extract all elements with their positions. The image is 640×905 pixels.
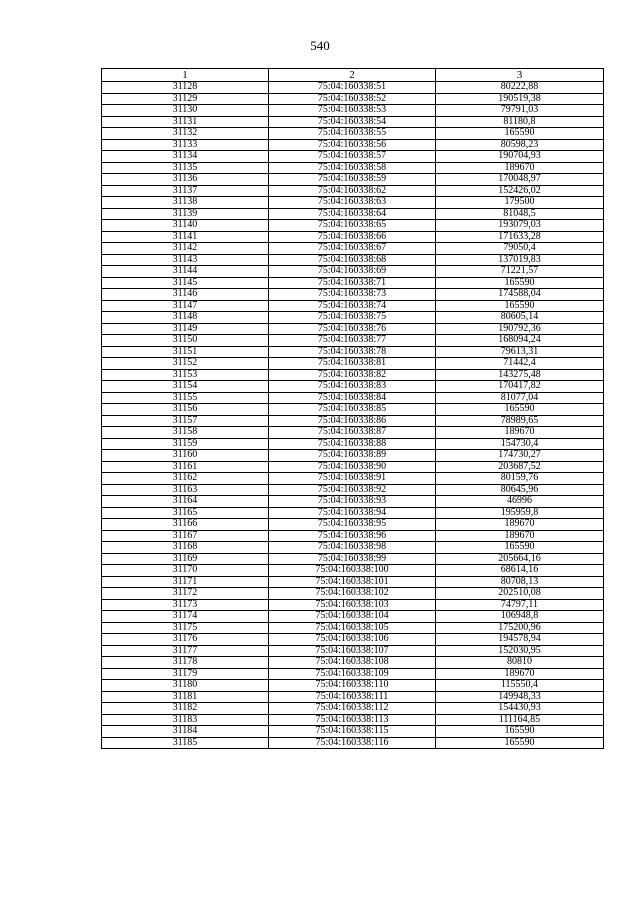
value-cell: 202510,08 — [436, 588, 604, 600]
cadastral-number-cell: 75:04:160338:116 — [269, 737, 436, 749]
value-cell: 190519,38 — [436, 93, 604, 105]
cadastral-number-cell: 75:04:160338:98 — [269, 542, 436, 554]
cadastral-number-cell: 75:04:160338:81 — [269, 358, 436, 370]
table-row — [102, 312, 604, 324]
cadastral-number-cell: 75:04:160338:112 — [269, 703, 436, 715]
row-number-cell: 31155 — [102, 392, 269, 404]
value-cell: 174730,27 — [436, 450, 604, 462]
row-number-cell: 31138 — [102, 197, 269, 209]
row-number-cell: 31144 — [102, 266, 269, 278]
table-row — [102, 622, 604, 634]
row-number-cell: 31165 — [102, 507, 269, 519]
table-row — [102, 657, 604, 669]
value-cell: 205664,16 — [436, 553, 604, 565]
row-number-cell: 31166 — [102, 519, 269, 531]
table-row — [102, 277, 604, 289]
table-row — [102, 93, 604, 105]
table-row — [102, 404, 604, 416]
row-number-cell: 31178 — [102, 657, 269, 669]
table-row — [102, 565, 604, 577]
table-row — [102, 519, 604, 531]
table-row — [102, 714, 604, 726]
value-cell: 81077,04 — [436, 392, 604, 404]
table-row — [102, 105, 604, 117]
value-cell: 175200,96 — [436, 622, 604, 634]
cadastral-number-cell: 75:04:160338:82 — [269, 369, 436, 381]
cadastral-number-cell: 75:04:160338:103 — [269, 599, 436, 611]
table-row — [102, 703, 604, 715]
value-cell: 149948,33 — [436, 691, 604, 703]
table-row — [102, 680, 604, 692]
value-cell: 71221,57 — [436, 266, 604, 278]
table-row — [102, 576, 604, 588]
table-row — [102, 427, 604, 439]
cadastral-number-cell: 75:04:160338:107 — [269, 645, 436, 657]
row-number-cell: 31154 — [102, 381, 269, 393]
cadastral-number-cell: 75:04:160338:109 — [269, 668, 436, 680]
value-cell: 78989,65 — [436, 415, 604, 427]
value-cell: 152426,02 — [436, 185, 604, 197]
value-cell: 194578,94 — [436, 634, 604, 646]
table-row — [102, 254, 604, 266]
cadastral-number-cell: 75:04:160338:87 — [269, 427, 436, 439]
cadastral-number-cell: 75:04:160338:59 — [269, 174, 436, 186]
cadastral-number-cell: 75:04:160338:78 — [269, 346, 436, 358]
cadastral-number-cell: 75:04:160338:71 — [269, 277, 436, 289]
row-number-cell: 31164 — [102, 496, 269, 508]
value-cell: 189670 — [436, 668, 604, 680]
row-number-cell: 31143 — [102, 254, 269, 266]
value-cell: 171633,28 — [436, 231, 604, 243]
table-row — [102, 553, 604, 565]
cadastral-number-cell: 75:04:160338:65 — [269, 220, 436, 232]
cadastral-number-cell: 75:04:160338:63 — [269, 197, 436, 209]
row-number-cell: 31150 — [102, 335, 269, 347]
row-number-cell: 31149 — [102, 323, 269, 335]
value-cell: 111164,85 — [436, 714, 604, 726]
table-row — [102, 473, 604, 485]
cadastral-number-cell: 75:04:160338:115 — [269, 726, 436, 738]
row-number-cell: 31172 — [102, 588, 269, 600]
cadastral-number-cell: 75:04:160338:94 — [269, 507, 436, 519]
table-row — [102, 266, 604, 278]
cadastral-number-cell: 75:04:160338:92 — [269, 484, 436, 496]
table-row — [102, 415, 604, 427]
cadastral-number-cell: 75:04:160338:66 — [269, 231, 436, 243]
cadastral-number-cell: 75:04:160338:88 — [269, 438, 436, 450]
table-row — [102, 139, 604, 151]
cadastral-number-cell: 75:04:160338:74 — [269, 300, 436, 312]
table-row — [102, 358, 604, 370]
row-number-cell: 31156 — [102, 404, 269, 416]
value-cell: 80222,88 — [436, 82, 604, 94]
value-cell: 152030,95 — [436, 645, 604, 657]
value-cell: 170417,82 — [436, 381, 604, 393]
column-header-2: 2 — [269, 69, 436, 82]
table-row — [102, 151, 604, 163]
table-row — [102, 438, 604, 450]
cadastral-number-cell: 75:04:160338:102 — [269, 588, 436, 600]
table-row — [102, 231, 604, 243]
value-cell: 193079,03 — [436, 220, 604, 232]
row-number-cell: 31167 — [102, 530, 269, 542]
cadastral-number-cell: 75:04:160338:85 — [269, 404, 436, 416]
value-cell: 165590 — [436, 726, 604, 738]
value-cell: 81180,8 — [436, 116, 604, 128]
table-row — [102, 668, 604, 680]
row-number-cell: 31176 — [102, 634, 269, 646]
value-cell: 189670 — [436, 427, 604, 439]
cadastral-number-cell: 75:04:160338:76 — [269, 323, 436, 335]
row-number-cell: 31161 — [102, 461, 269, 473]
value-cell: 68614,16 — [436, 565, 604, 577]
table-row — [102, 530, 604, 542]
row-number-cell: 31142 — [102, 243, 269, 255]
cadastral-number-cell: 75:04:160338:53 — [269, 105, 436, 117]
table-row — [102, 208, 604, 220]
value-cell: 74797,11 — [436, 599, 604, 611]
cadastral-number-cell: 75:04:160338:99 — [269, 553, 436, 565]
row-number-cell: 31148 — [102, 312, 269, 324]
row-number-cell: 31180 — [102, 680, 269, 692]
value-cell: 190704,93 — [436, 151, 604, 163]
value-cell: 203687,52 — [436, 461, 604, 473]
cadastral-number-cell: 75:04:160338:57 — [269, 151, 436, 163]
table-row — [102, 588, 604, 600]
row-number-cell: 31158 — [102, 427, 269, 439]
row-number-cell: 31151 — [102, 346, 269, 358]
value-cell: 80159,76 — [436, 473, 604, 485]
cadastral-number-cell: 75:04:160338:62 — [269, 185, 436, 197]
table-row — [102, 335, 604, 347]
value-cell: 189670 — [436, 519, 604, 531]
value-cell: 165590 — [436, 737, 604, 749]
cadastral-number-cell: 75:04:160338:105 — [269, 622, 436, 634]
row-number-cell: 31160 — [102, 450, 269, 462]
table-row — [102, 496, 604, 508]
value-cell: 81048,5 — [436, 208, 604, 220]
value-cell: 79050,4 — [436, 243, 604, 255]
value-cell: 80708,13 — [436, 576, 604, 588]
table-row — [102, 128, 604, 140]
cadastral-number-cell: 75:04:160338:54 — [269, 116, 436, 128]
table-row — [102, 197, 604, 209]
cadastral-number-cell: 75:04:160338:75 — [269, 312, 436, 324]
table-row — [102, 174, 604, 186]
table-row — [102, 634, 604, 646]
row-number-cell: 31147 — [102, 300, 269, 312]
row-number-cell: 31131 — [102, 116, 269, 128]
value-cell: 143275,48 — [436, 369, 604, 381]
table-row — [102, 737, 604, 749]
row-number-cell: 31135 — [102, 162, 269, 174]
row-number-cell: 31133 — [102, 139, 269, 151]
value-cell: 80810 — [436, 657, 604, 669]
table-row — [102, 542, 604, 554]
row-number-cell: 31177 — [102, 645, 269, 657]
cadastral-number-cell: 75:04:160338:93 — [269, 496, 436, 508]
cadastral-number-cell: 75:04:160338:110 — [269, 680, 436, 692]
value-cell: 174588,04 — [436, 289, 604, 301]
row-number-cell: 31157 — [102, 415, 269, 427]
value-cell: 80605,14 — [436, 312, 604, 324]
cadastral-number-cell: 75:04:160338:58 — [269, 162, 436, 174]
value-cell: 71442,4 — [436, 358, 604, 370]
value-cell: 154430,93 — [436, 703, 604, 715]
value-cell: 189670 — [436, 162, 604, 174]
table-row — [102, 381, 604, 393]
row-number-cell: 31128 — [102, 82, 269, 94]
value-cell: 179500 — [436, 197, 604, 209]
value-cell: 195959,8 — [436, 507, 604, 519]
row-number-cell: 31174 — [102, 611, 269, 623]
row-number-cell: 31162 — [102, 473, 269, 485]
column-header-3: 3 — [436, 69, 604, 82]
data-table — [101, 68, 604, 749]
table-row — [102, 220, 604, 232]
table-row — [102, 392, 604, 404]
table-row — [102, 346, 604, 358]
table-row — [102, 185, 604, 197]
cadastral-number-cell: 75:04:160338:55 — [269, 128, 436, 140]
cadastral-number-cell: 75:04:160338:52 — [269, 93, 436, 105]
cadastral-number-cell: 75:04:160338:108 — [269, 657, 436, 669]
table-row — [102, 484, 604, 496]
value-cell: 106948,8 — [436, 611, 604, 623]
table-row — [102, 369, 604, 381]
row-number-cell: 31173 — [102, 599, 269, 611]
table-row — [102, 645, 604, 657]
row-number-cell: 31168 — [102, 542, 269, 554]
row-number-cell: 31185 — [102, 737, 269, 749]
row-number-cell: 31159 — [102, 438, 269, 450]
cadastral-number-cell: 75:04:160338:84 — [269, 392, 436, 404]
cadastral-number-cell: 75:04:160338:104 — [269, 611, 436, 623]
table-header-row — [102, 69, 604, 82]
row-number-cell: 31179 — [102, 668, 269, 680]
value-cell: 79613,31 — [436, 346, 604, 358]
cadastral-number-cell: 75:04:160338:73 — [269, 289, 436, 301]
row-number-cell: 31141 — [102, 231, 269, 243]
table-row — [102, 323, 604, 335]
value-cell: 165590 — [436, 277, 604, 289]
cadastral-number-cell: 75:04:160338:69 — [269, 266, 436, 278]
cadastral-number-cell: 75:04:160338:77 — [269, 335, 436, 347]
row-number-cell: 31152 — [102, 358, 269, 370]
row-number-cell: 31132 — [102, 128, 269, 140]
row-number-cell: 31171 — [102, 576, 269, 588]
table-row — [102, 691, 604, 703]
row-number-cell: 31153 — [102, 369, 269, 381]
value-cell: 115550,4 — [436, 680, 604, 692]
table-row — [102, 289, 604, 301]
table-row — [102, 116, 604, 128]
table-row — [102, 300, 604, 312]
row-number-cell: 31175 — [102, 622, 269, 634]
cadastral-number-cell: 75:04:160338:113 — [269, 714, 436, 726]
value-cell: 154730,4 — [436, 438, 604, 450]
cadastral-number-cell: 75:04:160338:86 — [269, 415, 436, 427]
value-cell: 79791,03 — [436, 105, 604, 117]
row-number-cell: 31181 — [102, 691, 269, 703]
row-number-cell: 31134 — [102, 151, 269, 163]
row-number-cell: 31137 — [102, 185, 269, 197]
value-cell: 137019,83 — [436, 254, 604, 266]
table-body — [102, 82, 604, 749]
row-number-cell: 31169 — [102, 553, 269, 565]
value-cell: 80598,23 — [436, 139, 604, 151]
cadastral-number-cell: 75:04:160338:64 — [269, 208, 436, 220]
table-row — [102, 611, 604, 623]
table-row — [102, 599, 604, 611]
value-cell: 190792,36 — [436, 323, 604, 335]
row-number-cell: 31184 — [102, 726, 269, 738]
table-row — [102, 461, 604, 473]
row-number-cell: 31146 — [102, 289, 269, 301]
table-row — [102, 162, 604, 174]
table-row — [102, 82, 604, 94]
cadastral-number-cell: 75:04:160338:90 — [269, 461, 436, 473]
cadastral-number-cell: 75:04:160338:106 — [269, 634, 436, 646]
cadastral-number-cell: 75:04:160338:91 — [269, 473, 436, 485]
column-header-1: 1 — [102, 69, 269, 82]
row-number-cell: 31130 — [102, 105, 269, 117]
cadastral-number-cell: 75:04:160338:67 — [269, 243, 436, 255]
table-row — [102, 507, 604, 519]
cadastral-number-cell: 75:04:160338:100 — [269, 565, 436, 577]
row-number-cell: 31163 — [102, 484, 269, 496]
cadastral-number-cell: 75:04:160338:95 — [269, 519, 436, 531]
row-number-cell: 31129 — [102, 93, 269, 105]
cadastral-number-cell: 75:04:160338:111 — [269, 691, 436, 703]
cadastral-number-cell: 75:04:160338:96 — [269, 530, 436, 542]
row-number-cell: 31170 — [102, 565, 269, 577]
row-number-cell: 31145 — [102, 277, 269, 289]
row-number-cell: 31183 — [102, 714, 269, 726]
cadastral-number-cell: 75:04:160338:101 — [269, 576, 436, 588]
value-cell: 170048,97 — [436, 174, 604, 186]
value-cell: 165590 — [436, 300, 604, 312]
row-number-cell: 31140 — [102, 220, 269, 232]
page-number: 540 — [310, 38, 330, 53]
value-cell: 189670 — [436, 530, 604, 542]
cadastral-number-cell: 75:04:160338:83 — [269, 381, 436, 393]
value-cell: 165590 — [436, 404, 604, 416]
row-number-cell: 31182 — [102, 703, 269, 715]
value-cell: 165590 — [436, 542, 604, 554]
table-row — [102, 243, 604, 255]
row-number-cell: 31139 — [102, 208, 269, 220]
value-cell: 80645,96 — [436, 484, 604, 496]
cadastral-number-cell: 75:04:160338:68 — [269, 254, 436, 266]
cadastral-number-cell: 75:04:160338:51 — [269, 82, 436, 94]
table-row — [102, 450, 604, 462]
cadastral-number-cell: 75:04:160338:56 — [269, 139, 436, 151]
value-cell: 46996 — [436, 496, 604, 508]
value-cell: 168094,24 — [436, 335, 604, 347]
cadastral-number-cell: 75:04:160338:89 — [269, 450, 436, 462]
table-row — [102, 726, 604, 738]
row-number-cell: 31136 — [102, 174, 269, 186]
value-cell: 165590 — [436, 128, 604, 140]
